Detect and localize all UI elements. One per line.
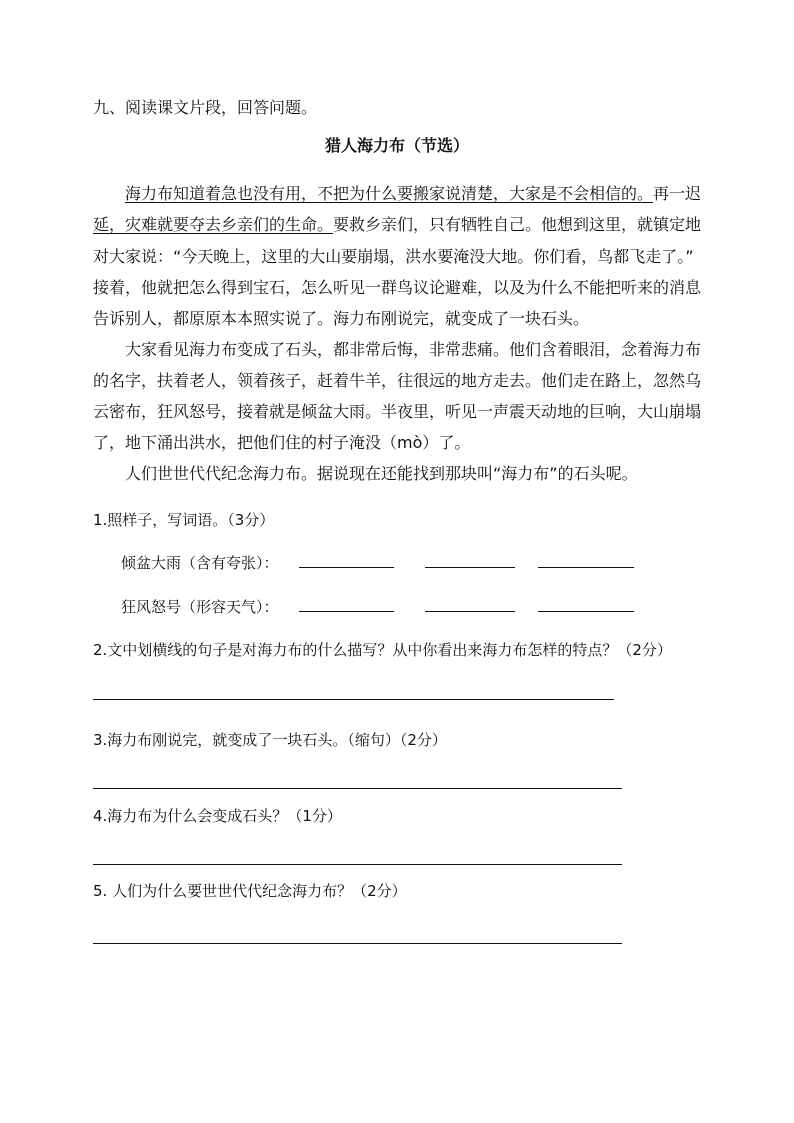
q2-answer-line[interactable] — [93, 699, 614, 700]
passage-p2-line2: 的名字，扶着老人，领着孩子，赶着牛羊，往很远的地方走去。他们走在路上，忽然乌 — [93, 371, 702, 390]
q5-answer-line[interactable] — [93, 943, 622, 944]
passage-p1-line3: 对大家说：“今天晚上，这里的大山要崩塌，洪水要淹没大地。你们看，鸟都飞走了。” — [93, 247, 694, 266]
q1-row1-blank-3[interactable] — [538, 567, 634, 568]
passage-p2-line1: 大家看见海力布变成了石头，都非常后悔，非常悲痛。他们含着眼泪，念着海力布 — [125, 340, 702, 359]
passage-p1-line1: 海力布知道着急也没有用，不把为什么要搬家说清楚，大家是不会相信的。再一迟 — [125, 184, 702, 203]
question-1-row1-label: 倾盆大雨（含有夸张）： — [121, 554, 279, 572]
passage-p1-line5: 告诉别人，都原原本本照实说了。海力布刚说完，就变成了一块石头。 — [93, 309, 590, 328]
q1-row2-blank-3[interactable] — [538, 611, 634, 612]
q1-row2-blank-2[interactable] — [425, 611, 515, 612]
passage-p1-line4: 接着，他就把怎么得到宝石，怎么听见一群鸟议论避难，以及为什么不能把听来的消息 — [93, 278, 702, 297]
question-1: 1.照样子，写词语。（3分） — [93, 511, 275, 529]
question-3: 3.海力布刚说完，就变成了一块石头。（缩句）（2分） — [93, 731, 447, 749]
q1-row1-blank-2[interactable] — [425, 567, 515, 568]
q1-row2-blank-1[interactable] — [299, 611, 394, 612]
passage-p2-line4: 了，地下涌出洪水，把他们住的村子淹没（mò）了。 — [93, 433, 471, 452]
section-heading: 九、阅读课文片段，回答问题。 — [93, 98, 318, 117]
passage-p2-line3: 云密布，狂风怒号，接着就是倾盆大雨。半夜里，听见一声震天动地的巨响，大山崩塌 — [93, 402, 702, 421]
question-5: 5. 人们为什么要世世代代纪念海力布？（2分） — [93, 882, 407, 900]
passage-p1-line2: 延，灾难就要夺去乡亲们的生命。要救乡亲们，只有牺牲自己。他想到这里，就镇定地 — [93, 215, 702, 234]
underlined-sentence: 海力布知道着急也没有用，不把为什么要搬家说清楚，大家是不会相信的。 — [125, 184, 654, 203]
question-4: 4.海力布为什么会变成石头？（1分） — [93, 807, 342, 825]
question-1-row2-label: 狂风怒号（形容天气）： — [121, 598, 279, 616]
q1-row1-blank-1[interactable] — [299, 567, 394, 568]
passage-p3-line1: 人们世世代代纪念海力布。据说现在还能找到那块叫“海力布”的石头呢。 — [125, 464, 638, 483]
q4-answer-line[interactable] — [93, 864, 622, 865]
question-2: 2.文中划横线的句子是对海力布的什么描写？从中你看出来海力布怎样的特点？（2分） — [93, 641, 672, 659]
q3-answer-line[interactable] — [93, 788, 622, 789]
underlined-sentence: 延，灾难就要夺去乡亲们的生命。 — [93, 215, 334, 234]
passage-title: 猎人海力布（节选） — [324, 136, 469, 155]
